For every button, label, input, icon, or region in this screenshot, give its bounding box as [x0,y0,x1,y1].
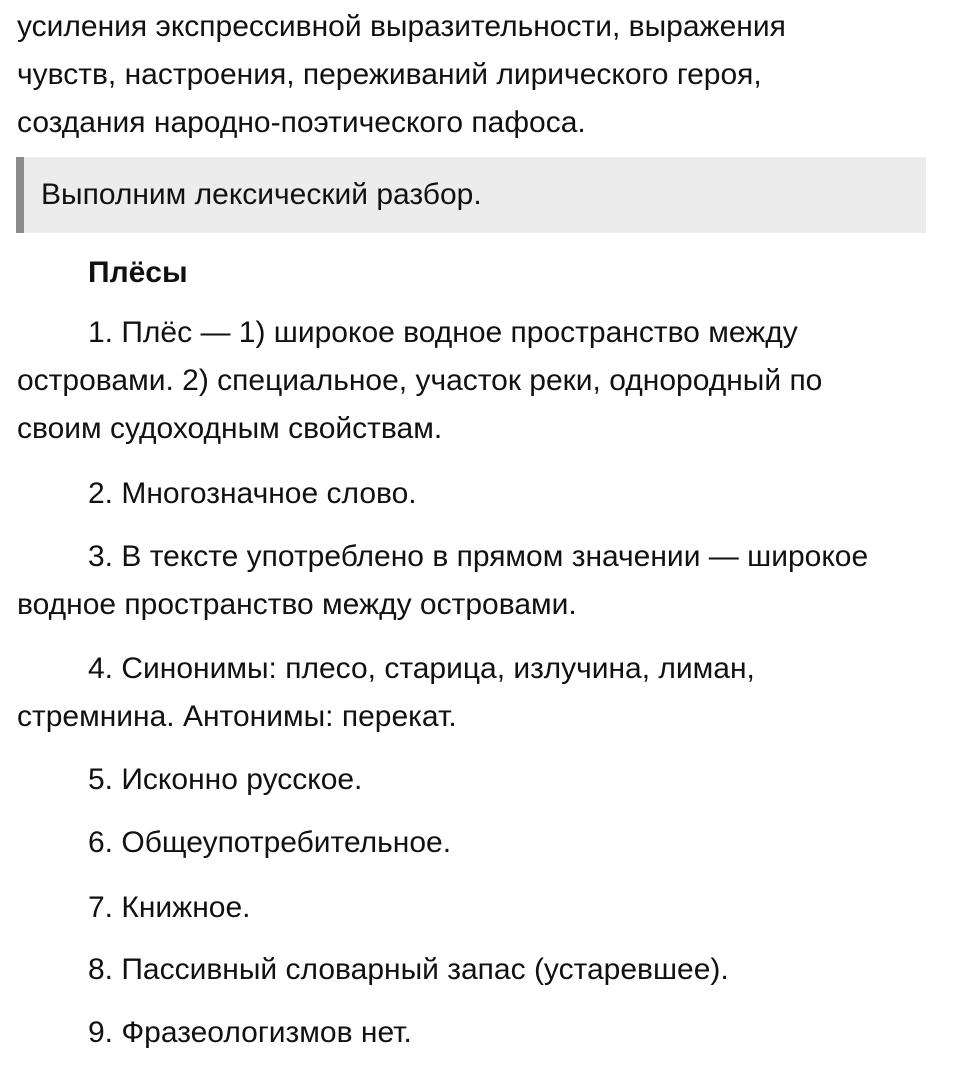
list-item-line: 5. Исконно русское. [88,763,363,796]
list-item-line: 8. Пассивный словарный запас (устаревшее). [88,953,729,986]
callout-box [16,157,926,233]
list-item-line: 7. Книжное. [88,891,251,924]
list-item-line: 3. В тексте употреблено в прямом значении — широкое [88,540,869,573]
list-item [17,645,942,741]
list-item-line: своим судоходным свойствам. [17,412,443,445]
list-item [17,756,942,804]
callout-text: Выполним лексический разбор. [41,178,482,211]
list-item [17,533,942,629]
intro-line: создания народно-поэтического пафоса. [17,106,586,139]
list-item [17,819,942,867]
list-item [17,946,942,994]
list-item-line: 2. Многозначное слово. [88,477,417,510]
list-item-line: водное пространство между островами. [17,588,577,621]
list-item [17,1009,942,1057]
list-item-line: стремнина. Антонимы: перекат. [17,700,457,733]
list-item [17,470,942,518]
list-item-line: 6. Общеупотребительное. [88,826,452,859]
list-item-line: 1. Плёс — 1) широкое водное пространство между [88,316,798,349]
intro-line: усиления экспрессивной выразительности, выражения [17,10,786,43]
list-item [17,884,942,932]
list-item [17,309,942,453]
section-heading: Плёсы [88,256,188,289]
intro-paragraph [17,3,937,147]
list-item-line: островами. 2) специальное, участок реки, однородный по [17,364,823,397]
list-item-line: 4. Синонимы: плесо, старица, излучина, лиман, [88,652,755,685]
list-item-line: 9. Фразеологизмов нет. [88,1016,412,1049]
intro-line: чувств, настроения, переживаний лирического героя, [17,58,762,91]
